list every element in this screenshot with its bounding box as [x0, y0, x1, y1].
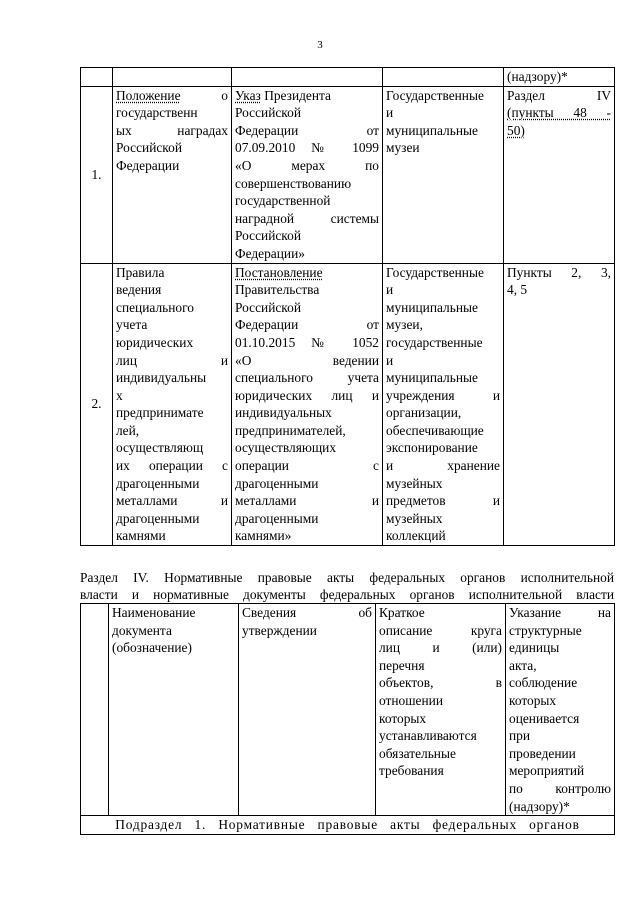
requirements-table-section-4 [80, 603, 615, 835]
page-number: 3 [317, 39, 323, 51]
document-link[interactable]: Положение [116, 87, 181, 103]
scope-cell: (надзору)* [504, 68, 615, 87]
column-header-subjects: Краткое описание круга лиц и (или) перечня объектов, в отношении которых устанавливаются обязательные требования [376, 604, 506, 816]
table-row [81, 86, 615, 263]
approval-cell: Указ Президента Российской Федерации от 07.09.2010 № 1099 «О мерах по совершенствованию государственной наградной системы Российской Федерации» [232, 86, 383, 263]
table-header-row [81, 604, 615, 816]
table-row [81, 68, 615, 87]
approval-cell: Постановление Правительства Российской Федерации от 01.10.2015 № 1052 «О ведении специального учета юридических лиц и индивидуальных предпринимателей, осуществляющих операции с драгоценными металлами и драгоценными камнями» [232, 263, 383, 546]
document-name-cell: Правила ведения специального учета юридических лиц и индивидуальны х предпринимате лей, осуществляющ их операции с драгоценными металлами и драгоценными камнями [113, 263, 232, 546]
subsection-heading: Подраздел 1. Нормативные правовые акты федеральных органов [81, 816, 615, 835]
column-header-name: Наименование документа (обозначение) [109, 604, 239, 816]
subjects-cell: Государственные и муниципальные музеи [383, 86, 504, 263]
resolution-link[interactable]: Постановление [235, 264, 323, 280]
table-row [81, 263, 615, 546]
subjects-cell: Государственные и муниципальные музеи, государственные и муниципальные учреждения и организации, обеспечивающие экспонирование и хранение музейных предметов и музейных коллекций [383, 263, 504, 546]
column-header-approval: Сведения об утверждении [239, 604, 376, 816]
requirements-table-section-3 [80, 67, 615, 546]
row-number: 2. [81, 263, 113, 546]
subsection-row [81, 816, 615, 835]
scope-cell: Раздел IV (пункты 48 - 50) [504, 86, 615, 263]
row-number: 1. [81, 86, 113, 263]
section-heading: Раздел IV. Нормативные правовые акты федеральных органов исполнительной власти и нормативные документы федеральных органов исполнительной власти [80, 570, 614, 602]
column-header-scope: Указание на структурные единицы акта, соблюдение которых оценивается при проведении мероприятий по контролю (надзору)* [506, 604, 615, 816]
scope-cell: Пункты 2, 3, 4, 5 [504, 263, 615, 546]
decree-link[interactable]: Указ [235, 87, 261, 103]
clauses-link[interactable]: (пункты 48 - 50) [507, 105, 611, 138]
document-name-cell: Положение о государственн ых наградах Российской Федерации [113, 86, 232, 263]
